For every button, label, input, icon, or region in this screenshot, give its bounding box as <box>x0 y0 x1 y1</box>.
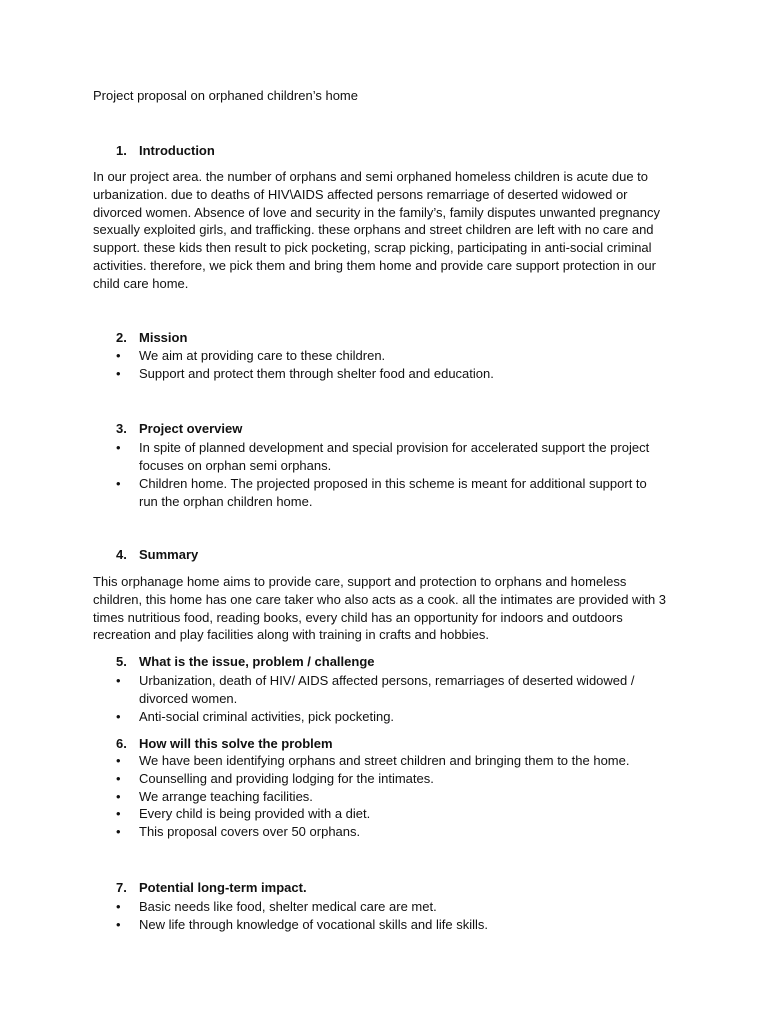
section-heading-project-overview <box>116 421 242 437</box>
section-heading-solution <box>116 736 333 752</box>
list-item: • We aim at providing care to these children. <box>116 347 661 365</box>
section-number: 3. <box>116 421 127 436</box>
list-item: • Anti-social criminal activities, pick pocketing. <box>116 708 661 726</box>
section-title: What is the issue, problem / challenge <box>139 654 375 669</box>
section-number: 5. <box>116 654 127 669</box>
impact-list <box>116 898 661 934</box>
list-item: • We arrange teaching facilities. <box>116 788 661 806</box>
list-item: • New life through knowledge of vocational skills and life skills. <box>116 916 661 934</box>
section-heading-summary <box>116 547 198 563</box>
section-heading-mission <box>116 330 187 346</box>
introduction-paragraph: In our project area. the number of orphans and semi orphaned homeless children is acute due to urbanization. due to deaths of HIV\AIDS affected persons remarriage of deserted widowed or divorced women. Absence of love and security in the family’s, family disputes unwanted pregnancy sexually exploited girls, and trafficking. these orphans and street children are left with no care and support. these kids then result to pick pocketing, scrap picking, participating in anti-social criminal activities. therefore, we pick them and bring them home and provide care support protection in our child care home. <box>93 169 661 291</box>
section-heading-introduction <box>116 143 215 159</box>
section-number: 2. <box>116 330 127 345</box>
list-item: • Basic needs like food, shelter medical care are met. <box>116 898 661 916</box>
section-title: How will this solve the problem <box>139 736 333 751</box>
list-item: • Support and protect them through shelter food and education. <box>116 365 661 383</box>
section-heading-impact <box>116 880 307 896</box>
section-number: 7. <box>116 880 127 895</box>
section-title: Mission <box>139 330 188 345</box>
list-item: • In spite of planned development and special provision for accelerated support the project focuses on orphan semi orphans. <box>116 439 661 475</box>
mission-list <box>116 347 661 383</box>
section-title: Introduction <box>139 143 215 158</box>
summary-paragraph: This orphanage home aims to provide care, support and protection to orphans and homeless children, this home has one care taker who also acts as a cook. all the intimates are provided with 3 times nutritious food, reading books, every child has an opportunity for indoors and outdoors recreation and play facilities along with training in crafts and hobbies. <box>93 574 667 643</box>
list-item: • We have been identifying orphans and street children and bringing them to the home. <box>116 752 661 770</box>
section-title: Summary <box>139 547 199 562</box>
list-item: • Children home. The projected proposed in this scheme is meant for additional support to run the orphan children home. <box>116 475 661 511</box>
issue-list <box>116 672 661 726</box>
list-item: • Counselling and providing lodging for the intimates. <box>116 770 661 788</box>
document-title: Project proposal on orphaned children’s home <box>93 88 358 103</box>
list-item: • This proposal covers over 50 orphans. <box>116 823 661 841</box>
section-title: Potential long-term impact. <box>139 880 307 895</box>
section-heading-issue <box>116 654 375 670</box>
section-number: 6. <box>116 736 127 751</box>
section-number: 1. <box>116 143 127 158</box>
section-number: 4. <box>116 547 127 562</box>
project-overview-list <box>116 439 661 511</box>
solution-list <box>116 752 661 841</box>
list-item: • Every child is being provided with a diet. <box>116 805 661 823</box>
section-title: Project overview <box>139 421 243 436</box>
list-item: • Urbanization, death of HIV/ AIDS affected persons, remarriages of deserted widowed / divorced women. <box>116 672 661 708</box>
